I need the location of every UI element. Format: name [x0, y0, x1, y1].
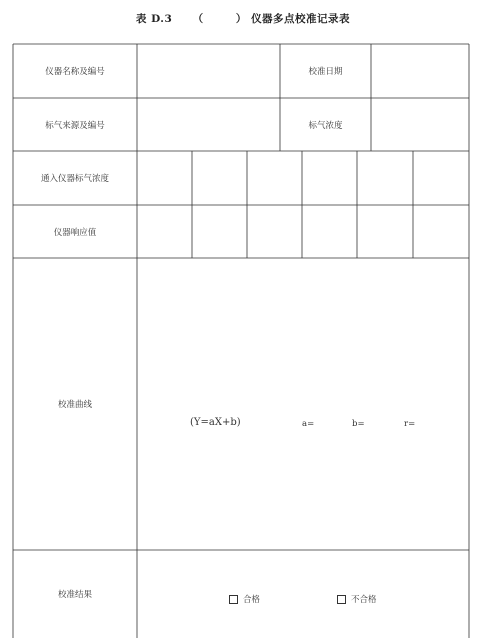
field-gas-source[interactable]	[137, 98, 280, 151]
checkbox-fail[interactable]	[337, 595, 346, 604]
coef-r-label: r=	[404, 419, 416, 429]
field-response-value[interactable]	[413, 205, 469, 258]
field-input-concentration[interactable]	[247, 151, 302, 205]
option-pass[interactable]	[229, 593, 260, 605]
field-response-value[interactable]	[192, 205, 247, 258]
title-paren-close: ）	[235, 13, 247, 25]
option-fail[interactable]	[337, 593, 377, 605]
label-input-concentration: 通入仪器标气浓度	[40, 174, 109, 184]
title-paren-open: （	[192, 13, 204, 25]
field-calibration-curve[interactable]	[137, 258, 469, 550]
label-gas-concentration: 标气浓度	[308, 120, 343, 131]
field-response-value[interactable]	[137, 205, 192, 258]
field-input-concentration[interactable]	[302, 151, 357, 205]
field-calibration-date[interactable]	[371, 44, 469, 98]
label-calibration-date: 校准日期	[308, 67, 343, 77]
label-response-value: 仪器响应值	[53, 227, 97, 238]
option-pass-label: 合格	[243, 595, 261, 605]
label-calibration-curve: 校准曲线	[57, 400, 92, 410]
curve-formula: (Y=aX+b)	[190, 417, 241, 428]
field-instrument-name[interactable]	[137, 44, 280, 98]
title-suffix: 仪器多点校准记录表	[251, 13, 351, 25]
field-response-value[interactable]	[302, 205, 357, 258]
label-calibration-result: 校准结果	[57, 590, 92, 600]
option-fail-label: 不合格	[351, 595, 377, 605]
checkbox-pass[interactable]	[229, 595, 238, 604]
field-response-value[interactable]	[357, 205, 413, 258]
title-prefix: 表 D.3	[135, 13, 173, 25]
field-input-concentration[interactable]	[192, 151, 247, 205]
coef-b-label: b=	[352, 419, 365, 429]
field-gas-concentration[interactable]	[371, 98, 469, 151]
label-gas-source: 标气来源及编号	[45, 120, 105, 131]
label-instrument-name: 仪器名称及编号	[45, 67, 105, 77]
field-input-concentration[interactable]	[413, 151, 469, 205]
field-input-concentration[interactable]	[357, 151, 413, 205]
field-input-concentration[interactable]	[137, 151, 192, 205]
coef-a-label: a=	[302, 419, 315, 429]
field-response-value[interactable]	[247, 205, 302, 258]
